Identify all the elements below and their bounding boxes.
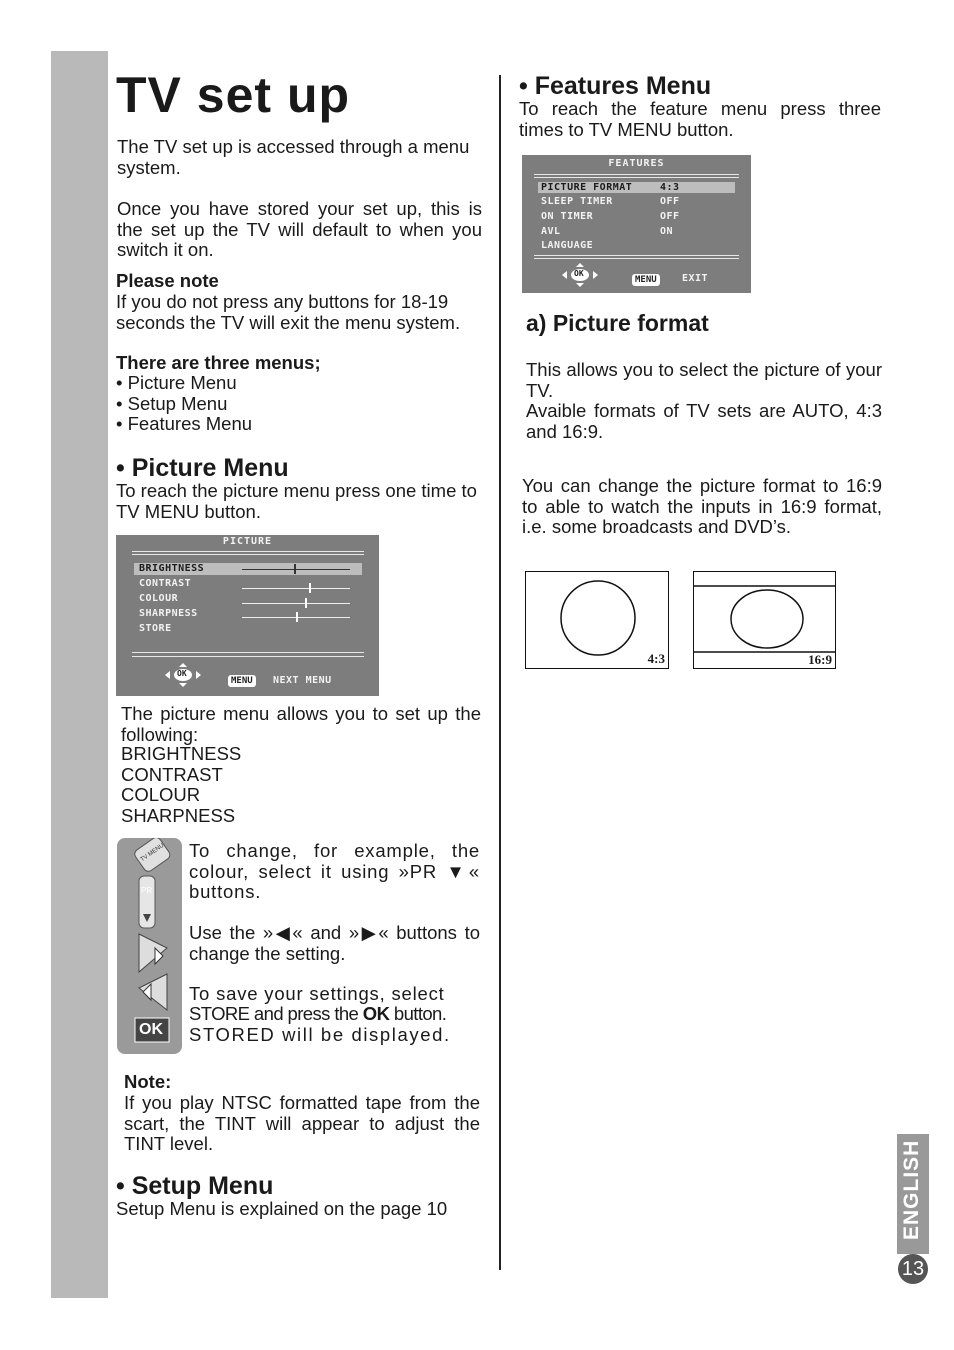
please-note-text: If you do not press any buttons for 18-19 seconds the TV will exit the menu system. — [116, 291, 461, 333]
features-menu-heading: • Features Menu — [519, 72, 712, 100]
contrast-slider — [242, 588, 350, 589]
list-item: BRIGHTNESS — [121, 743, 242, 764]
list-item: • Picture Menu — [116, 372, 237, 393]
menus-list — [116, 373, 252, 435]
picture-settings-list — [121, 744, 241, 826]
setup-menu-heading: • Setup Menu — [116, 1172, 274, 1200]
osd-title: FEATURES — [608, 158, 665, 169]
format-label: 4:3 — [647, 651, 665, 666]
osd-item: PICTURE FORMAT — [541, 182, 633, 193]
picture-allows-text: The picture menu allows you to set up the following: — [121, 703, 481, 745]
contrast-knob — [309, 583, 311, 593]
osd-item: ON TIMER — [541, 211, 594, 222]
ok-navigation-icon: OK — [163, 663, 203, 687]
osd-action-label: NEXT MENU — [273, 675, 332, 686]
ntsc-note-heading: Note: — [124, 1071, 172, 1092]
brightness-slider — [242, 569, 350, 570]
osd-item: SLEEP TIMER — [541, 196, 613, 207]
osd-action-label: EXIT — [682, 273, 709, 284]
menus-heading: There are three menus; — [116, 352, 321, 373]
colour-slider — [242, 603, 350, 604]
osd-item: COLOUR — [139, 593, 179, 604]
ntsc-note-text: If you play NTSC formatted tape from the scart, the TINT will appear to adjust the TINT level. — [124, 1092, 480, 1154]
menu-key-icon: MENU — [632, 274, 660, 286]
list-item: SHARPNESS — [121, 804, 236, 826]
change-setting-text: To change, for example, the colour, select it using »PR ▼« buttons. — [189, 840, 480, 902]
osd-item: AVL — [541, 226, 561, 237]
format-4-3-illustration — [525, 571, 669, 669]
language-label: ENGLISH — [900, 1139, 923, 1240]
picture-menu-screen — [116, 535, 379, 696]
picture-format-heading: a) Picture format — [526, 310, 709, 336]
list-item: • Setup Menu — [116, 392, 228, 414]
osd-title: PICTURE — [222, 536, 273, 547]
save-text-line2: STORE and press the OK button. — [189, 1003, 447, 1024]
ok-navigation-icon: OK — [560, 263, 600, 287]
tv-menu-key-label: TV MENU — [139, 842, 166, 864]
osd-item: CONTRAST — [139, 578, 192, 589]
format-16-9-illustration — [693, 571, 836, 669]
features-menu-screen — [522, 155, 751, 293]
use-arrows-text: Use the »◀« and »▶« buttons to change the setting. — [189, 922, 480, 964]
features-menu-text: To reach the feature menu press three times to TV MENU button. — [519, 98, 881, 140]
list-item: COLOUR — [121, 784, 201, 805]
save-text-line3: STORED will be displayed. — [189, 1024, 451, 1045]
please-note-heading: Please note — [116, 270, 219, 291]
page-number: 13 — [898, 1254, 928, 1284]
intro-paragraph-1: The TV set up is accessed through a menu system. — [117, 136, 470, 178]
picture-menu-heading: • Picture Menu — [116, 454, 289, 482]
colour-knob — [305, 598, 307, 608]
intro-paragraph-2: Once you have stored your set up, this is the set up the TV will default to when you switch it on. — [117, 198, 482, 260]
ok-emphasis: OK — [362, 1003, 390, 1024]
picture-format-p2: Avaible formats of TV sets are AUTO, 4:3 and 16:9. — [526, 400, 882, 442]
menu-key-icon: MENU — [228, 675, 256, 687]
list-item: • Features Menu — [116, 413, 253, 434]
osd-item: BRIGHTNESS — [139, 563, 205, 574]
save-text-line1: To save your settings, select — [189, 983, 445, 1004]
osd-value: 4:3 — [660, 182, 680, 193]
sharpness-knob — [296, 612, 298, 622]
osd-value: OFF — [660, 211, 680, 222]
picture-format-p1: This allows you to select the picture of your TV. — [526, 359, 882, 401]
osd-value: ON — [660, 226, 674, 237]
osd-item: STORE — [139, 623, 172, 634]
setup-menu-text: Setup Menu is explained on the page 10 — [116, 1198, 448, 1219]
remote-control-illustration — [117, 838, 182, 1054]
column-divider — [499, 75, 501, 1270]
osd-item: SHARPNESS — [139, 608, 198, 619]
ok-key-label: OK — [139, 1021, 163, 1038]
brightness-knob — [294, 564, 296, 574]
list-item: CONTRAST — [121, 763, 223, 785]
pr-key-label: PR — [141, 886, 153, 895]
picture-menu-text: To reach the picture menu press one time to TV MENU button. — [116, 480, 477, 522]
osd-item: LANGUAGE — [541, 240, 594, 251]
picture-format-p3: You can change the picture format to 16:9 to able to watch the inputs in 16:9 format, i.e. some broadcasts and DVD’s. — [522, 475, 882, 537]
page-title: TV set up — [116, 67, 351, 123]
format-label: 16:9 — [808, 652, 832, 667]
osd-value: OFF — [660, 196, 680, 207]
left-margin-bar — [51, 51, 108, 1298]
